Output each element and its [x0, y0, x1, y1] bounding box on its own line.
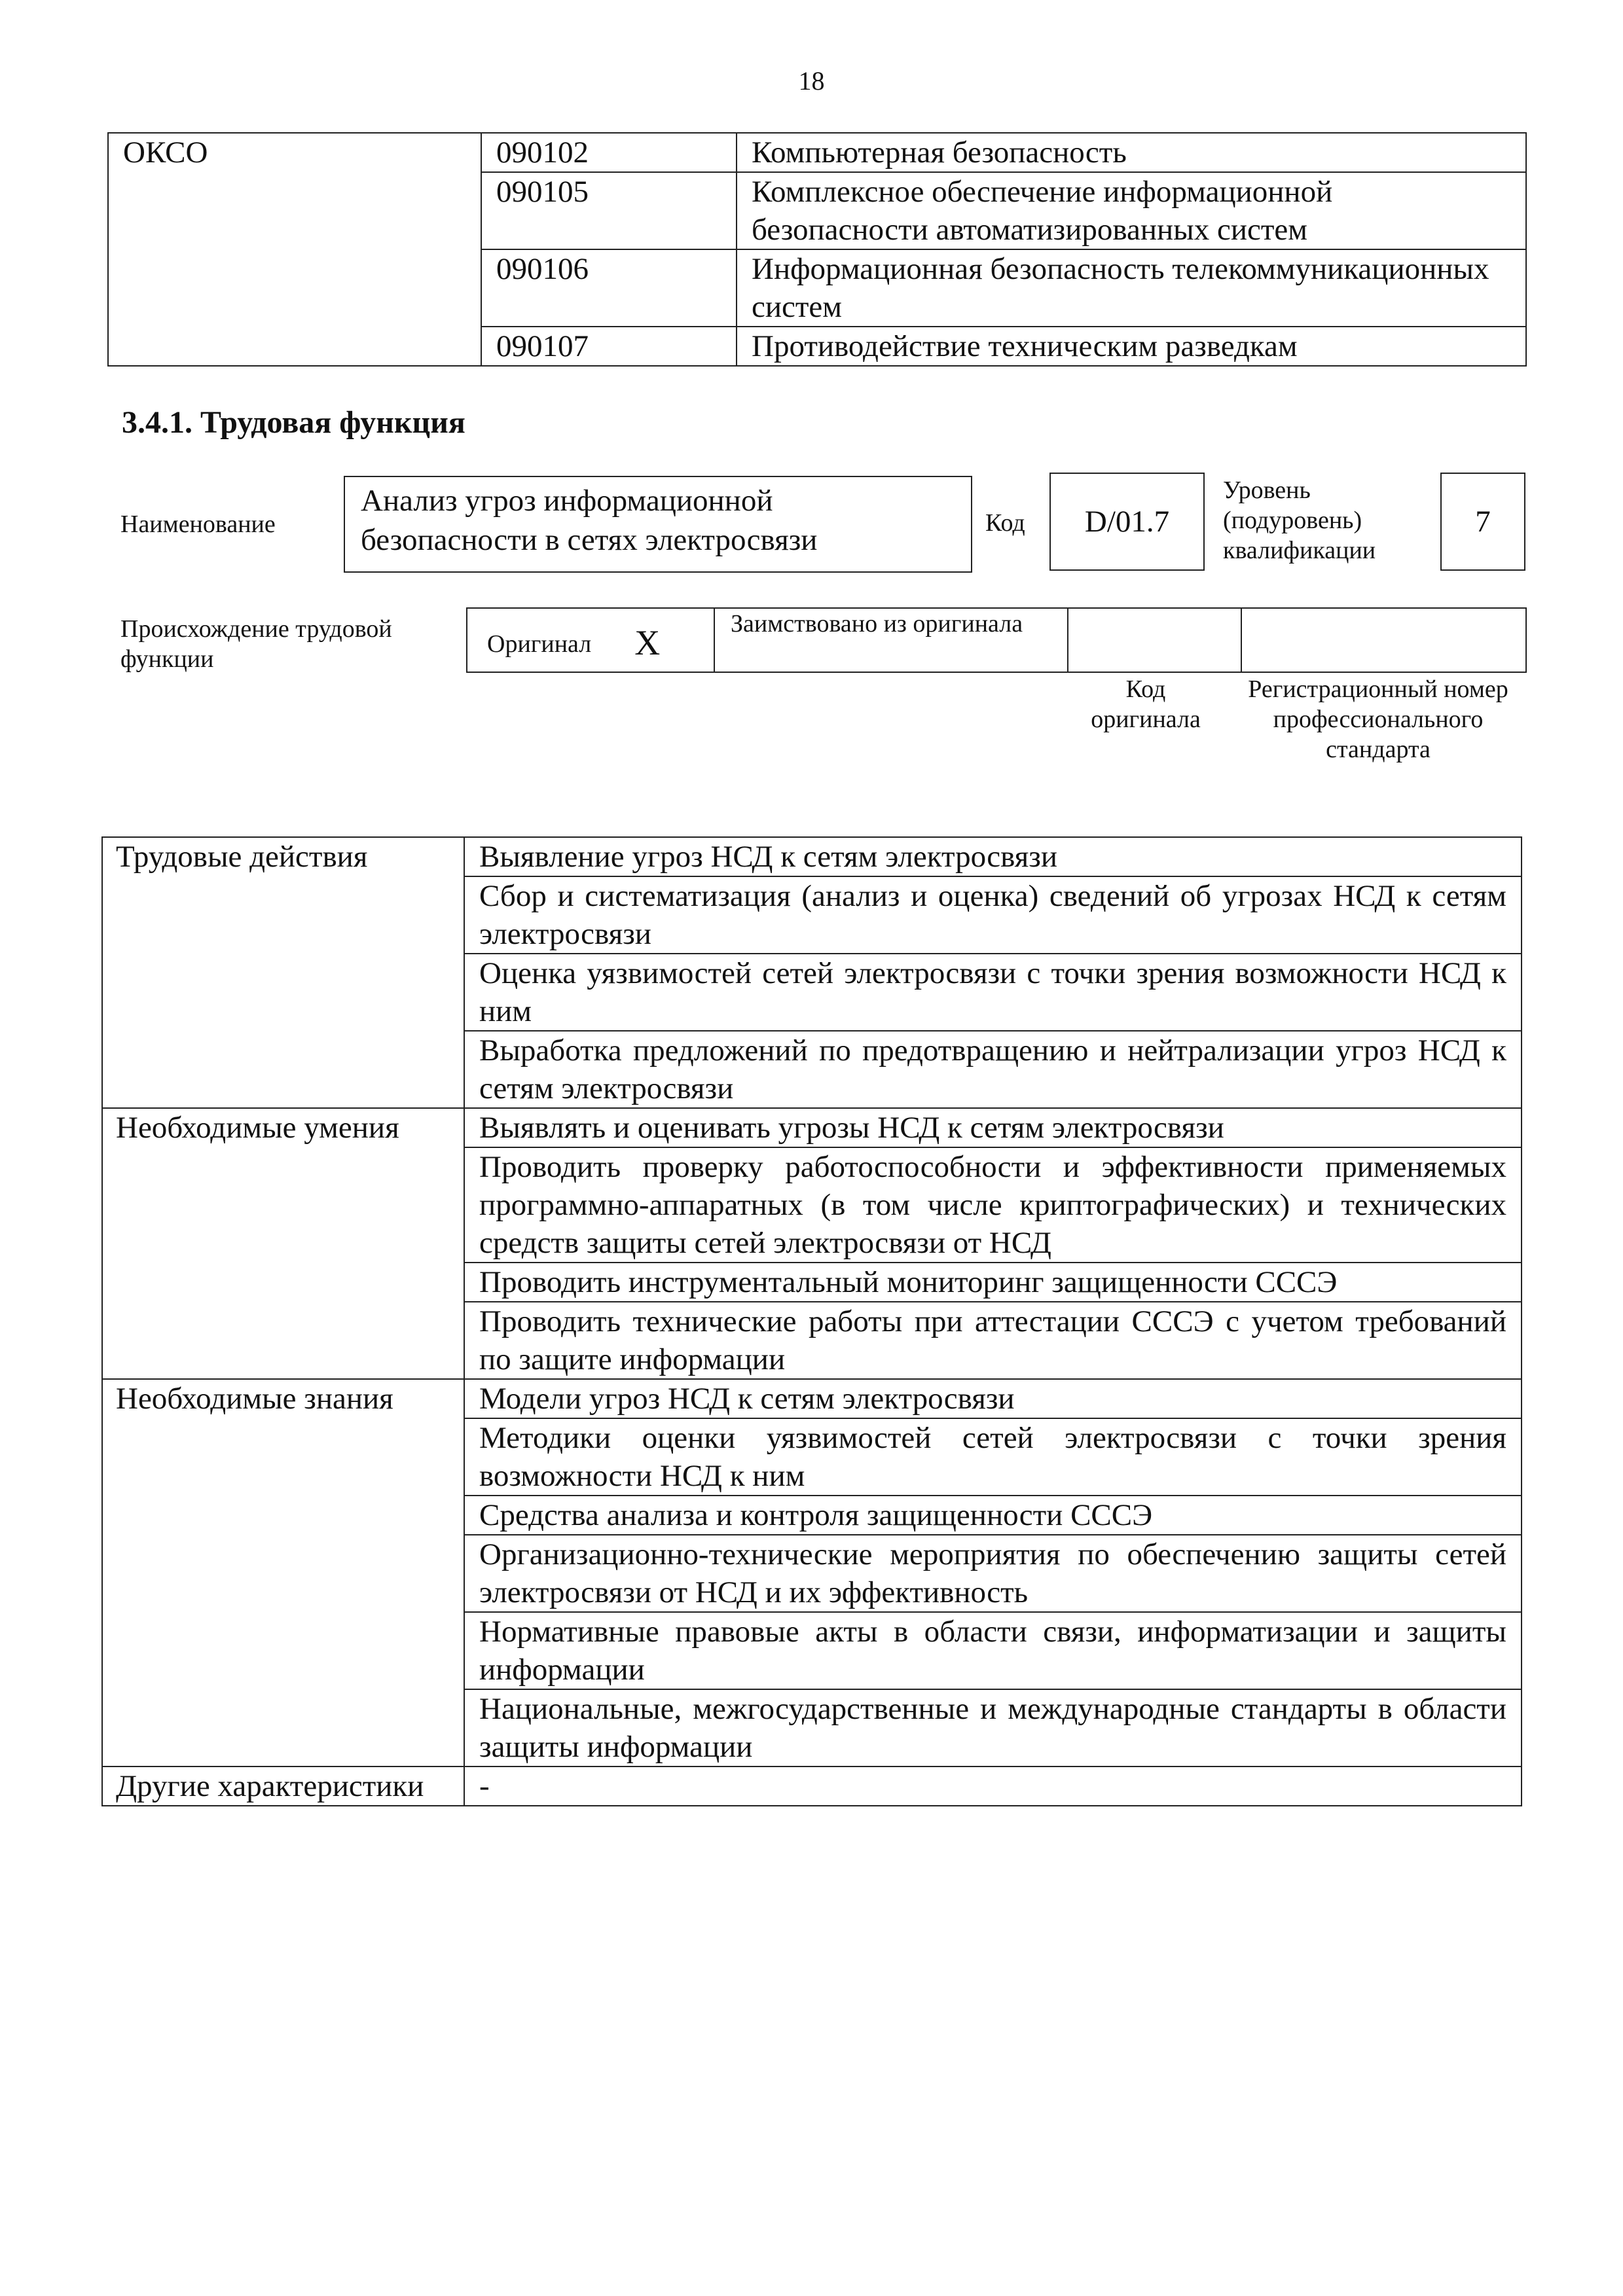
okso-code: 090107: [481, 327, 737, 366]
table-row: Выработка предложений по предотвращению и нейтрализации угроз НСД к сетям электросвязи: [464, 1031, 1522, 1108]
original-label: Оригинал: [487, 630, 592, 658]
okso-name: Информационная безопасность телекоммуникационных систем: [737, 249, 1526, 327]
table-row: Национальные, межгосударственные и международные стандарты в области защиты информации: [464, 1689, 1522, 1767]
function-name-box: Анализ угроз информационной безопасности в сетях электросвязи: [344, 476, 972, 573]
table-row: Нормативные правовые акты в области связи, информатизации и защиты информации: [464, 1612, 1522, 1689]
table-row: Оценка уязвимостей сетей электросвязи с точки зрения возможности НСД к ним: [464, 954, 1522, 1031]
group-label-knowledge: Необходимые знания: [102, 1379, 464, 1767]
code-box: D/01.7: [1049, 473, 1205, 571]
table-row: -: [464, 1767, 1522, 1806]
function-details-table: [101, 836, 1522, 1806]
okso-label: ОКСО: [108, 133, 481, 366]
page-number: 18: [798, 66, 825, 96]
origin-table: [466, 607, 1527, 673]
level-label: [1223, 475, 1376, 565]
okso-code: 090102: [481, 133, 737, 172]
origin-label: Происхождение трудовой функции: [120, 615, 392, 673]
code-original-cell: [1068, 608, 1241, 672]
code-original-caption: Код оригинала: [1091, 675, 1201, 733]
code-label: Код: [985, 509, 1025, 537]
level-label-line: (подуровень): [1223, 507, 1362, 534]
name-label: Наименование: [120, 511, 276, 538]
okso-code: 090105: [481, 172, 737, 249]
table-row: Сбор и систематизация (анализ и оценка) сведений об угрозах НСД к сетям электросвязи: [464, 876, 1522, 954]
reg-number-caption: Регистрационный номер профессионального стандарта: [1248, 675, 1508, 763]
original-cell: [467, 608, 714, 672]
section-heading: 3.4.1. Трудовая функция: [122, 405, 465, 440]
table-row: Модели угроз НСД к сетям электросвязи: [464, 1379, 1522, 1418]
level-box: 7: [1440, 473, 1525, 571]
level-label-line: квалификации: [1223, 537, 1376, 564]
original-mark: X: [634, 623, 661, 662]
group-label-other: Другие характеристики: [102, 1767, 464, 1806]
level-label-line: Уровень: [1223, 476, 1311, 504]
group-label-skills: Необходимые умения: [102, 1108, 464, 1379]
table-row: Проводить проверку работоспособности и эффективности применяемых программно-аппаратных (в том числе криптографических) и технических средств защиты сетей электросвязи от НСД: [464, 1147, 1522, 1263]
borrowed-label: Заимствовано из оригинала: [714, 608, 1068, 672]
okso-name: Противодействие техническим разведкам: [737, 327, 1526, 366]
okso-table: [107, 132, 1527, 367]
group-label-actions: Трудовые действия: [102, 837, 464, 1108]
okso-code: 090106: [481, 249, 737, 327]
okso-name: Комплексное обеспечение информационной безопасности автоматизированных систем: [737, 172, 1526, 249]
table-row: Проводить инструментальный мониторинг защищенности СССЭ: [464, 1263, 1522, 1302]
table-row: Выявление угроз НСД к сетям электросвязи: [464, 837, 1522, 876]
table-row: Средства анализа и контроля защищенности СССЭ: [464, 1496, 1522, 1535]
table-row: Проводить технические работы при аттестации СССЭ с учетом требований по защите информации: [464, 1302, 1522, 1379]
reg-number-cell: [1241, 608, 1526, 672]
table-row: Выявлять и оценивать угрозы НСД к сетям электросвязи: [464, 1108, 1522, 1147]
okso-name: Компьютерная безопасность: [737, 133, 1526, 172]
table-row: Методики оценки уязвимостей сетей электросвязи с точки зрения возможности НСД к ним: [464, 1418, 1522, 1496]
table-row: Организационно-технические мероприятия по обеспечению защиты сетей электросвязи от НСД и их эффективность: [464, 1535, 1522, 1612]
